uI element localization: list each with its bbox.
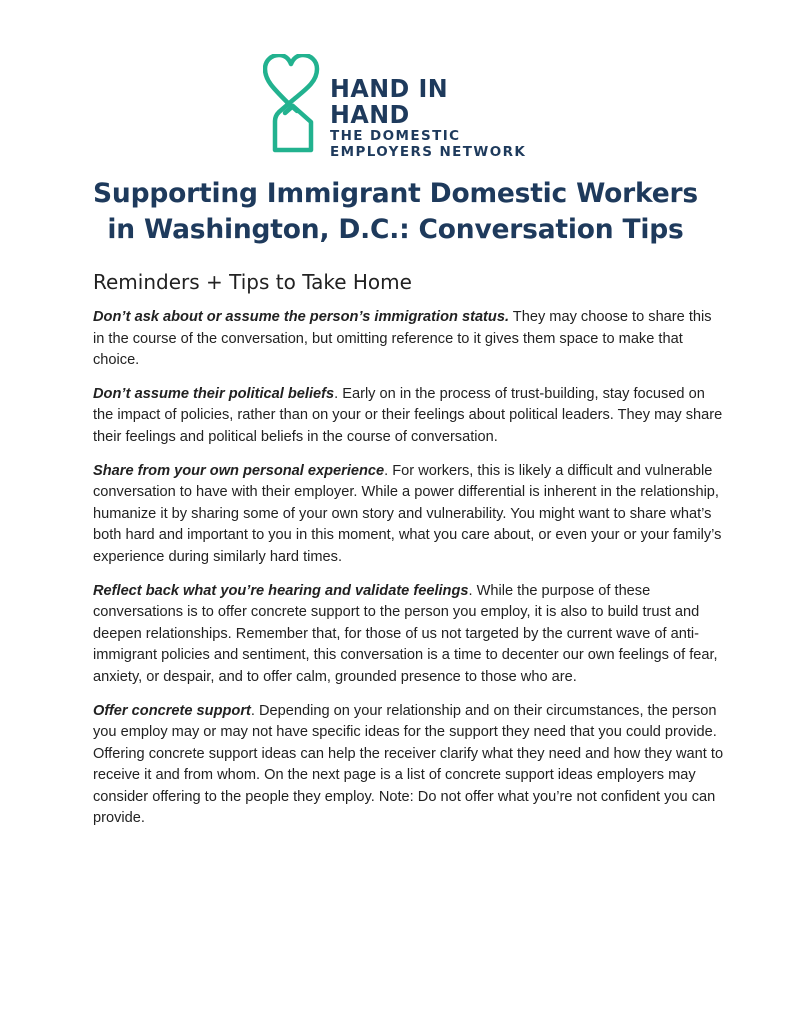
- tip-paragraph: [93, 581, 725, 689]
- logo-sub-text-2: EMPLOYERS NETWORK: [330, 144, 527, 160]
- tip-body: . For workers, this is likely a difficult and vulnerable conversation to have with their employer. While a power differential is inherent in the relationship, humanize it by sharing some of your own story and vulnerability. You might want to share what’s both hard and important to you in this moment, what you care about, or even your or your family’s experience during similarly hard times.: [93, 462, 722, 565]
- tip-lead: Don’t assume their political beliefs: [93, 385, 335, 402]
- tip-body: . Depending on your relationship and on their circumstances, the person you employ may or may not have specific ideas for the support they need that you could provide. Offering concrete support ideas can help the receiver clarify what they need and how they want to receive it and from whom. On the next page is a list of concrete support ideas employers may consider offering to the people they employ. Note: Do not offer what you’re not confident you can provide.: [93, 702, 724, 827]
- tip-paragraph: [93, 461, 725, 569]
- tip-paragraph: [93, 701, 725, 831]
- logo-wordmark: [330, 76, 533, 160]
- logo-main-text: HAND IN HAND: [330, 74, 449, 129]
- tip-body: . While the purpose of these conversations is to offer concrete support to the person you employ, it is also to build trust and deepen relationships. Remember that, for those of us not targeted by the current wave of anti-immigrant policies and sentiment, this conversation is a time to decenter our own feelings of fear, anxiety, or despair, and to offer calm, grounded presence to those who are.: [93, 582, 718, 685]
- tip-body: They may choose to share this in the course of the conversation, but omitting reference to it gives them space to make that choice.: [93, 309, 712, 369]
- tip-paragraph: [93, 384, 725, 449]
- tip-body: . Early on in the process of trust-building, stay focused on the impact of policies, rather than on your or their feelings about political leaders. They may share their feelings and political beliefs in the course of conversation.: [93, 385, 723, 445]
- tip-lead: Offer concrete support: [93, 702, 251, 719]
- tip-lead: Don’t ask about or assume the person’s immigration status.: [93, 309, 510, 325]
- organization-logo: [263, 54, 533, 160]
- heart-house-icon: [263, 54, 323, 154]
- tip-paragraph: [93, 307, 725, 372]
- page-title-line-1: Supporting Immigrant Domestic Workers: [93, 178, 698, 209]
- tip-lead: Reflect back what you’re hearing and validate feelings: [93, 582, 469, 599]
- page-title-line-2: in Washington, D.C.: Conversation Tips: [107, 214, 684, 245]
- tip-lead: Share from your own personal experience: [93, 462, 385, 479]
- section-subtitle: Reminders + Tips to Take Home: [93, 270, 412, 294]
- tips-content: [93, 307, 725, 842]
- logo-sub-text-1: THE DOMESTIC: [330, 128, 461, 144]
- page-title: [30, 176, 761, 248]
